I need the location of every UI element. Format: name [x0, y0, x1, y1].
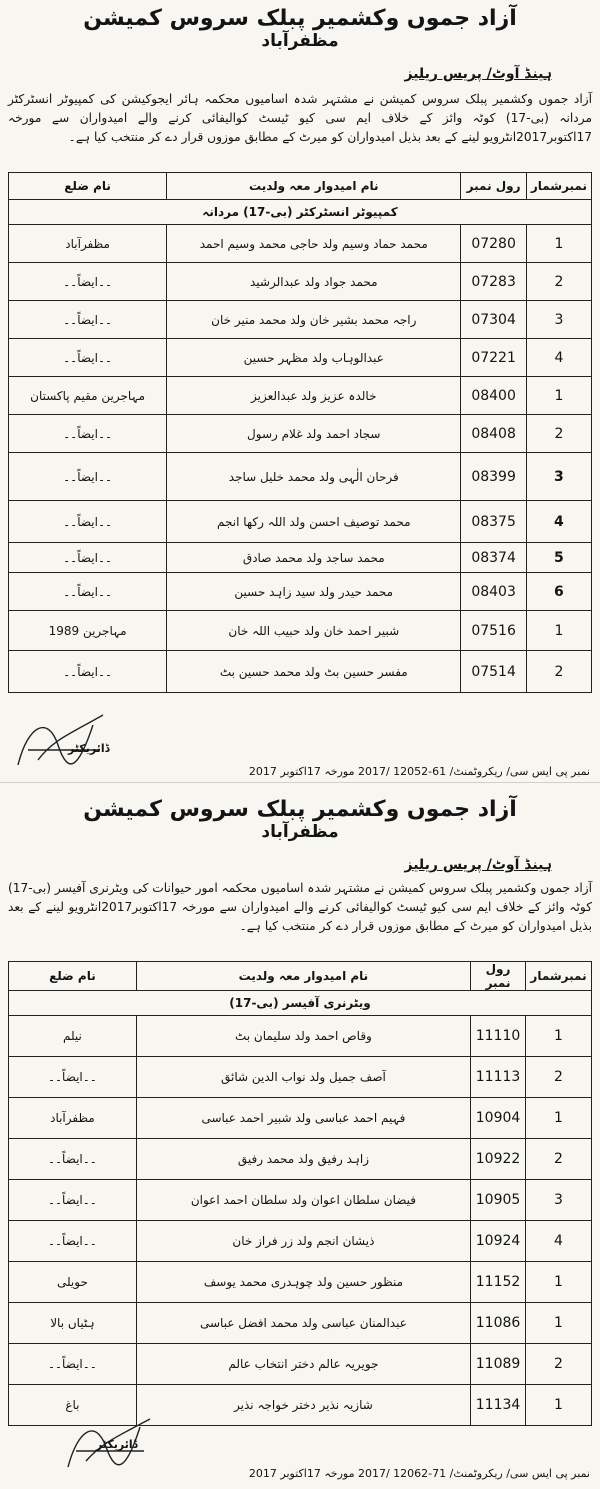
roll-cell: 11152 [471, 1262, 526, 1303]
roll-cell: 07516 [461, 611, 526, 651]
district-cell: ۔۔ایضاً۔۔ [9, 543, 167, 573]
name-cell: محمد توصیف احسن ولد اللہ رکھا انجم [167, 501, 461, 543]
header-serial: نمبرشمار [526, 962, 592, 991]
name-cell: محمد حماد وسیم ولد حاجی محمد وسیم احمد [167, 225, 461, 263]
table-row [9, 339, 592, 377]
name-cell: محمد جواد ولد عبدالرشید [167, 263, 461, 301]
name-cell: فرحان الٰہی ولد محمد خلیل ساجد [167, 453, 461, 501]
serial-cell: 2 [526, 1057, 592, 1098]
table-row [9, 1344, 592, 1385]
reference-footer-1: نمبر پی ایس سی/ ریکروٹمنٹ/ 61-12052 /2017 مورخہ 17اکتوبر 2017 [248, 765, 590, 778]
roll-cell: 07221 [461, 339, 526, 377]
table-row [9, 651, 592, 693]
city-subtitle: مظفرآباد [261, 822, 339, 842]
table-row [9, 1139, 592, 1180]
roll-cell: 10905 [471, 1180, 526, 1221]
table-row [9, 1057, 592, 1098]
table-row [9, 1098, 592, 1139]
name-cell: فہیم احمد عباسی ولد شبیر احمد عباسی [136, 1098, 470, 1139]
commission-title: آزاد جموں وکشمیر پبلک سروس کمیشن [83, 797, 517, 822]
serial-cell: 1 [526, 1385, 592, 1426]
roll-cell: 08403 [461, 573, 526, 611]
name-cell: منظور حسین ولد چوہدری محمد یوسف [136, 1262, 470, 1303]
section-title: کمپیوٹر انسٹرکٹر (بی-17) مردانہ [9, 200, 592, 225]
serial-cell: 3 [526, 301, 591, 339]
city-subtitle: مظفرآباد [261, 31, 339, 51]
name-cell: شبیر احمد خان ولد حبیب اللہ خان [167, 611, 461, 651]
header-roll: رول نمبر [471, 962, 526, 991]
table-header-row [9, 173, 592, 200]
serial-cell: 2 [526, 651, 591, 693]
serial-cell: 2 [526, 1344, 592, 1385]
roll-cell: 11110 [471, 1016, 526, 1057]
roll-cell: 07304 [461, 301, 526, 339]
district-cell: ۔۔ایضاً۔۔ [9, 263, 167, 301]
header-district: نام ضلع [9, 962, 137, 991]
name-cell: عبدالوہاب ولد مظہر حسین [167, 339, 461, 377]
table-row [9, 611, 592, 651]
roll-cell: 10904 [471, 1098, 526, 1139]
serial-cell: 1 [526, 377, 591, 415]
roll-cell: 11089 [471, 1344, 526, 1385]
district-cell: ہٹیاں بالا [9, 1303, 137, 1344]
roll-cell: 08399 [461, 453, 526, 501]
serial-cell: 1 [526, 1016, 592, 1057]
header-name: نام امیدوار معہ ولدیت [136, 962, 470, 991]
name-cell: محمد ساجد ولد محمد صادق [167, 543, 461, 573]
name-cell: محمد حیدر ولد سید زاہد حسین [167, 573, 461, 611]
table-row [9, 543, 592, 573]
district-cell: ۔۔ایضاً۔۔ [9, 651, 167, 693]
page-2-header [0, 797, 600, 842]
table-row [9, 1262, 592, 1303]
district-cell: مہاجرین مقیم پاکستان [9, 377, 167, 415]
district-cell: ۔۔ایضاً۔۔ [9, 1139, 137, 1180]
serial-cell: 4 [526, 339, 591, 377]
table-header-row [9, 962, 592, 991]
table-row [9, 377, 592, 415]
district-cell: حویلی [9, 1262, 137, 1303]
header-serial: نمبرشمار [526, 173, 591, 200]
district-cell: ۔۔ایضاً۔۔ [9, 1221, 137, 1262]
district-cell: مظفرآباد [9, 225, 167, 263]
serial-cell: 2 [526, 263, 591, 301]
district-cell: ۔۔ایضاً۔۔ [9, 1057, 137, 1098]
district-cell: ۔۔ایضاً۔۔ [9, 501, 167, 543]
name-cell: وقاص احمد ولد سلیمان بٹ [136, 1016, 470, 1057]
table-row [9, 1180, 592, 1221]
serial-cell: 1 [526, 611, 591, 651]
district-cell: نیلم [9, 1016, 137, 1057]
name-cell: فیضان سلطان اعوان ولد سلطان احمد اعوان [136, 1180, 470, 1221]
district-cell: ۔۔ایضاً۔۔ [9, 1344, 137, 1385]
table-row [9, 301, 592, 339]
header-name: نام امیدوار معہ ولدیت [167, 173, 461, 200]
roll-cell: 10922 [471, 1139, 526, 1180]
roll-cell: 07283 [461, 263, 526, 301]
table-row [9, 453, 592, 501]
district-cell: باغ [9, 1385, 137, 1426]
roll-cell: 07280 [461, 225, 526, 263]
candidates-table-1 [8, 172, 592, 693]
district-cell: ۔۔ایضاً۔۔ [9, 573, 167, 611]
name-cell: جویریہ عالم دختر انتخاب عالم [136, 1344, 470, 1385]
serial-cell: 3 [526, 1180, 592, 1221]
table-row [9, 573, 592, 611]
roll-cell: 11086 [471, 1303, 526, 1344]
district-cell: ۔۔ایضاً۔۔ [9, 339, 167, 377]
roll-cell: 07514 [461, 651, 526, 693]
district-cell: مہاجرین 1989 [9, 611, 167, 651]
table-row [9, 263, 592, 301]
serial-cell: 4 [526, 1221, 592, 1262]
header-district: نام ضلع [9, 173, 167, 200]
district-cell: ۔۔ایضاً۔۔ [9, 301, 167, 339]
intro-paragraph: آزاد جموں وکشمیر پبلک سروس کمیشن نے مشتہر شدہ اسامیوں محکمہ امور حیوانات کی ویٹرنری آفیسر (بی-17) کوٹہ وائز کے خلاف ایم سی کیو ٹیسٹ کوالیفائی کرنے والے امیدواران سے مورخہ 17اکتوبر2017انٹرویو لینے کے بعد بذیل امیدواران کو میرٹ کے مطابق موزوں قرار دے کر منتخب کیا ہے۔ [8, 881, 592, 933]
table-row [9, 225, 592, 263]
header-roll: رول نمبر [461, 173, 526, 200]
candidates-table-2 [8, 961, 592, 1426]
serial-cell: 4 [526, 501, 591, 543]
roll-cell: 08374 [461, 543, 526, 573]
district-cell: ۔۔ایضاً۔۔ [9, 415, 167, 453]
intro-paragraph: آزاد جموں وکشمیر پبلک سروس کمیشن نے مشتہر شدہ اسامیوں محکمہ ہائر ایجوکیشن کی کمپیوٹر انسٹرکٹر مردانہ (بی-17) کوٹہ وائز کے خلاف ایم سی کیو ٹیسٹ کوالیفائی کرنے والے امیدواران سے مورخہ 17اکتوبر2017انٹرویو لینے کے بعد بذیل امیدواران کو میرٹ کے مطابق موزوں قرار دے کر منتخب کیا ہے۔ [8, 92, 592, 144]
serial-cell: 6 [526, 573, 591, 611]
director-label-2: ڈائریکٹر [96, 1438, 138, 1451]
name-cell: شازیہ نذیر دختر خواجہ نذیر [136, 1385, 470, 1426]
roll-cell: 11134 [471, 1385, 526, 1426]
serial-cell: 1 [526, 225, 591, 263]
roll-cell: 08400 [461, 377, 526, 415]
district-cell: مظفرآباد [9, 1098, 137, 1139]
serial-cell: 1 [526, 1262, 592, 1303]
serial-cell: 1 [526, 1098, 592, 1139]
serial-cell: 1 [526, 1303, 592, 1344]
serial-cell: 5 [526, 543, 591, 573]
name-cell: عبدالمنان عباسی ولد محمد افضل عباسی [136, 1303, 470, 1344]
release-heading: ہینڈ آوٹ/ پریس ریلیز [404, 66, 552, 82]
table-row [9, 1221, 592, 1262]
table-row [9, 1016, 592, 1057]
name-cell: راجہ محمد بشیر خان ولد محمد منیر خان [167, 301, 461, 339]
name-cell: ذیشان انجم ولد زر فراز خان [136, 1221, 470, 1262]
page-1-header [0, 6, 600, 51]
commission-title: آزاد جموں وکشمیر پبلک سروس کمیشن [83, 6, 517, 31]
name-cell: زاہد رفیق ولد محمد رفیق [136, 1139, 470, 1180]
roll-cell: 11113 [471, 1057, 526, 1098]
name-cell: مفسر حسین بٹ ولد محمد حسین بٹ [167, 651, 461, 693]
table-row [9, 501, 592, 543]
section-title: ویٹرنری آفیسر (بی-17) [9, 991, 592, 1016]
roll-cell: 08375 [461, 501, 526, 543]
reference-footer-2: نمبر پی ایس سی/ ریکروٹمنٹ/ 71-12062 /2017 مورخہ 17اکتوبر 2017 [248, 1467, 590, 1480]
director-label-1: ڈائریکٹر [68, 742, 110, 755]
roll-cell: 08408 [461, 415, 526, 453]
name-cell: خالدہ عزیز ولد عبدالعزیز [167, 377, 461, 415]
press-release-page-2 [0, 782, 600, 1489]
name-cell: آصف جمیل ولد نواب الدین شائق [136, 1057, 470, 1098]
table-row [9, 415, 592, 453]
section-row [9, 200, 592, 225]
name-cell: سجاد احمد ولد غلام رسول [167, 415, 461, 453]
release-heading: ہینڈ آوٹ/ پریس ریلیز [404, 857, 552, 873]
serial-cell: 2 [526, 1139, 592, 1180]
serial-cell: 3 [526, 453, 591, 501]
district-cell: ۔۔ایضاً۔۔ [9, 1180, 137, 1221]
table-row [9, 1303, 592, 1344]
district-cell: ۔۔ایضاً۔۔ [9, 453, 167, 501]
section-row [9, 991, 592, 1016]
serial-cell: 2 [526, 415, 591, 453]
handwritten-signature-1 [8, 705, 118, 775]
roll-cell: 10924 [471, 1221, 526, 1262]
